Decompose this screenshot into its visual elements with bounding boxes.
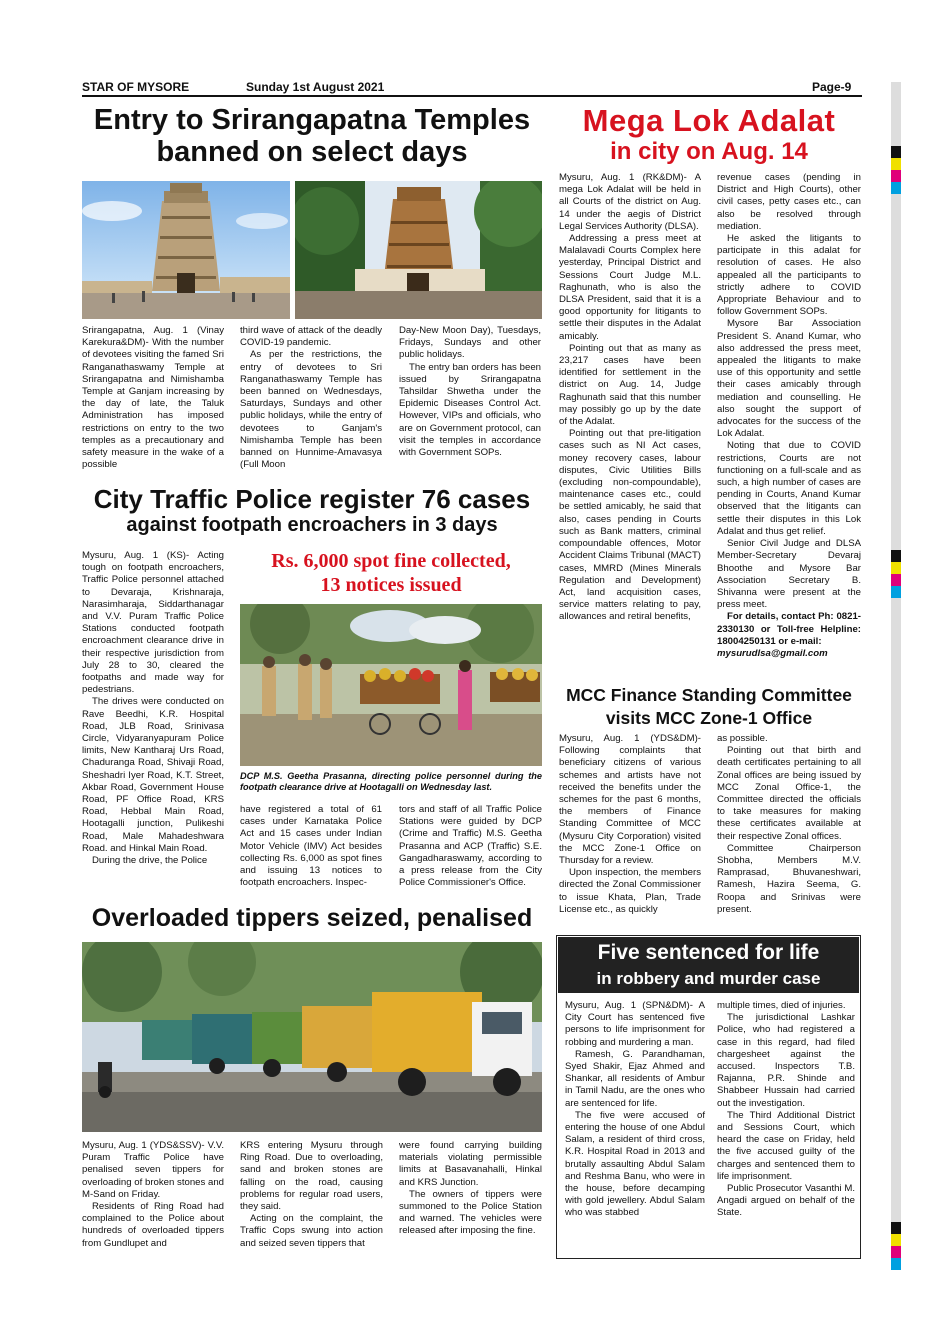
tippers-para: KRS entering Mysuru through Ring Road. Due to overloading, sand and broken stones are falling on the road, causing problems for regular road users, they said.	[240, 1140, 383, 1213]
lokadalat-para: Addressing a press meet at Malalavadi Courts Complex here yesterday, Principal District and Sessions Court Judge M.L. Raghunath, who is also the DLSA President, said that it is a good opportunity for litigants to settle their disputes in the Adalat amicably.	[559, 233, 701, 342]
tippers-para: Residents of Ring Road had complained to the Police about hundreds of overloaded tippers from Gundlupet and	[82, 1201, 224, 1249]
traffic-photo	[240, 604, 542, 766]
lokadalat-para: Noting that due to COVID restrictions, Courts are not functioning on a full-scale and as such, a high number of cases are pending in Courts, Anand Kumar observed that the litigants can settle their disputes in this Lok Adalat and thus get relief.	[717, 440, 861, 537]
mcc-headline	[556, 684, 862, 730]
paper-name: STAR OF MYSORE	[82, 80, 190, 94]
life-headline	[558, 937, 859, 993]
tippers-col1	[82, 1140, 224, 1250]
tippers-para: The owners of tippers were summoned to the Police Station and warned. The vehicles were released after imposing the fine.	[399, 1188, 542, 1237]
traffic-photo-caption: DCP M.S. Geetha Prasanna, directing police personnel during the footpath clearance drive at Hootagalli on Wednesday last.	[240, 771, 542, 792]
temples-para: As per the restrictions, the entry of devotees to Sri Ranganathaswamy Temple has been banned on Wednesdays, Saturdays, Sundays and other public holidays, while the entry of devotees to Ganjam's Nimishamba Temple has been banned on Hunnime-Amavasya (Full Moon	[240, 349, 382, 471]
tippers-para: were found carrying building materials violating permissible limits at Basavanahalli, Hinkal and KRS Junction.	[399, 1140, 542, 1188]
temples-para: The entry ban orders has been issued by Srirangapatna Tahsildar Shwetha under the Epidemic Diseases Control Act. However, VIPs and officials, who are on Government protocol, can visit the temples in accordance with Government SOPs.	[399, 361, 541, 459]
temples-para: third wave of attack of the deadly COVID-19 pandemic.	[240, 325, 382, 349]
traffic-subhead-line1: Rs. 6,000 spot fine collected,	[271, 550, 511, 572]
traffic-headline-line2: against footpath encroachers in 3 days	[126, 514, 498, 537]
lokadalat-para: Pointing out that as many as 23,217 cases have been identified for settlement in the district on Aug. 14, Judge Raghunath said that this number may possibly go up by the date of the Adalat.	[559, 342, 701, 428]
lokadalat-headline-line2: in city on Aug. 14	[610, 137, 808, 165]
temples-headline-line2: banned on select days	[156, 136, 468, 169]
registration-marks-bottom	[891, 1222, 901, 1270]
lokadalat-headline	[556, 104, 862, 166]
life-para: Ramesh, G. Parandhaman, Syed Shakir, Ejaz Ahmed and Shankar, all residents of Ambur in Tamil Nadu, are the ones who are sentenced for life.	[565, 1048, 705, 1109]
traffic-subhead-line2: 13 notices issued	[320, 574, 462, 596]
tippers-headline: Overloaded tippers seized, penalised	[91, 904, 533, 932]
tippers-photo	[82, 942, 542, 1132]
tippers-para: Mysuru, Aug. 1 (YDS&SSV)- V.V. Puram Traffic Police have penalised seven tippers for overloading of broken stones and M-Sand on Friday.	[82, 1140, 224, 1200]
temples-para: Srirangapatna, Aug. 1 (Vinay Karekura&DM)- With the number of devotees visiting the famed Sri Ranganathaswamy Temple at Srirangapatna and Nimishamba Temple at Ganjam increasing by the day of late, the Taluk Administration has imposed restrictions on entry to the two temples as a precautionary and safety measure in the wake of a possible	[82, 325, 224, 471]
life-para: The jurisdictional Lashkar Police, who had registered a case in this regard, had filed chargesheet against the accused. Inspectors T.B. Rajanna, P.R. Shinde and Shabbeer Hussain had carried out the investigation.	[717, 1012, 855, 1109]
traffic-col3	[399, 804, 542, 889]
life-col1	[565, 1000, 705, 1220]
life-para: Mysuru, Aug. 1 (SPN&DM)- A City Court has sentenced five persons to life imprisonment for robbing and murdering a man.	[565, 1000, 705, 1048]
life-para: Public Prosecutor Vasanthi M. Angadi argued on behalf of the State.	[717, 1183, 855, 1219]
life-col2	[717, 1000, 855, 1220]
temples-para: Day-New Moon Day), Tuesdays, Fridays, Sundays and other public holidays.	[399, 325, 541, 361]
traffic-col1	[82, 550, 224, 867]
mcc-para: as possible.	[717, 733, 768, 744]
life-headline-line1: Five sentenced for life	[597, 941, 820, 964]
traffic-para: During the drive, the Police	[92, 855, 208, 867]
temples-headline	[82, 104, 542, 169]
lokadalat-para: He asked the litigants to participate in this adalat for resolution of cases. He also appealed all the participants to strictly adhere to COVID Appropriate Behaviour and to follow Government SOPs.	[717, 233, 861, 318]
temples-col2	[240, 325, 382, 471]
registration-marks-middle	[891, 550, 901, 598]
mcc-para: Mysuru, Aug. 1 (YDS&DM)- Following complaints that beneficiary citizens of various schemes and artists have not received the benefits under the schemes for the past 6 months, the members of Finance Standing Committee of MCC (Mysuru City Corporation) visited the MCC Zone-1 Office on Thursday for a review.	[559, 733, 701, 867]
traffic-para: The drives were conducted on Rave Beedhi, K.R. Hospital Road, JLB Road, Srinivasa Circle, Vidyaranyapuram Police limits, New Kantharaj Urs Road, Chaduranga Road, Shivaji Road, Sheshadri Iyer Road, K.T. Street, Akbar Road, Government House Road, PF Office Road, KRS Road, Hebbal Main Road, Hootagalli junction, Pulikeshi Road, Male Mahadeshwara Road. and Hinkal Main Road.	[82, 696, 224, 854]
mcc-headline-line1: MCC Finance Standing Committee	[566, 685, 852, 705]
page-number: Page-9	[812, 80, 852, 94]
lokadalat-col2	[717, 172, 861, 660]
traffic-headline-line1: City Traffic Police register 76 cases	[93, 484, 531, 514]
print-margin-strip	[891, 82, 901, 1257]
lokadalat-contact: For details, contact Ph: 0821-2330130 or Toll-free Helpline: 18004250131 or e-mail:	[717, 611, 861, 647]
lokadalat-para: Pointing out that pre-litigation cases such as NI Act cases, money recovery cases, labour disputes, Civic Utilities Bills (excluding non-compoundable), maintenance cases etc., could be settled amicably, he said that also, cases pending in Courts such as Bank matters, criminal compoundable offences, Motor Accident Claims Tribunal (MACT) cases, MMRD (Mines Minerals Regulation and Development) Act, land acquisition cases, service matters relating to pay, allowances and retiral benefits,	[559, 428, 701, 623]
temple-photo-nimishamba	[295, 181, 542, 319]
issue-date: Sunday 1st August 2021	[246, 80, 385, 94]
life-headline-line2: in robbery and murder case	[596, 969, 821, 988]
lokadalat-para: Mysore Bar Association President S. Anand Kumar, who also addressed the press meet, appealed the litigants to make use of this opportunity and settle their cases amicably through mediation and counselling. He also sought the support of advocates for the success of the Lok Adalat.	[717, 318, 861, 440]
registration-marks-top	[891, 146, 901, 194]
lokadalat-headline-line1: Mega Lok Adalat	[582, 103, 836, 138]
temples-col1	[82, 325, 224, 471]
tippers-col2	[240, 1140, 383, 1250]
traffic-para: have registered a total of 61 cases under Karnataka Police Act and 15 cases under Indian Motor Vehicle (IMV) Act besides collecting Rs. 6,000 as spot fines and issuing 13 notices to footpath encroachers. Inspec-	[240, 804, 382, 889]
traffic-subhead	[240, 549, 542, 597]
mcc-col2	[717, 733, 861, 916]
life-para: multiple times, died of injuries.	[717, 1000, 846, 1011]
traffic-para: tors and staff of all Traffic Police Stations were guided by DCP (Crime and Traffic) M.S. Geetha Prasanna and ACP (Traffic) S.E. Gangadharaswamy, according to a press release from the City Police Commissioner's Office.	[399, 804, 542, 889]
lokadalat-para: Mysuru, Aug. 1 (RK&DM)- A mega Lok Adalat will be held in all Courts of the district on Aug. 14 under the aegis of District Legal Services Authority (DLSA).	[559, 172, 701, 232]
mcc-para: Committee Chairperson Shobha, Members M.V. Ramprasad, Bhuvaneshwari, Ramesh, Hazira Seema, G. Roopa and Srinivas were present.	[717, 842, 861, 915]
header-rule	[82, 95, 862, 97]
life-para: The Third Additional District and Sessions Court, which heard the case on Friday, held the five accused guilty of the charges and sentenced them to life imprisonment.	[717, 1109, 855, 1182]
temple-photo-ranganathaswamy	[82, 181, 290, 319]
lokadalat-para: Senior Civil Judge and DLSA Member-Secretary Devaraj Bhoothe and Mysore Bar Association Secretary B. Shivanna were present at the press meet.	[717, 538, 861, 611]
tippers-col3	[399, 1140, 542, 1238]
life-para: The five were accused of entering the house of one Abdul Salam, a resident of third cross, K.R. Hospital Road in 2013 and brutally assaulting Abdul Salam and Reshma Banu, who were in the house, before decamping with gold jewellery. Abdul Salam who was stabbed	[565, 1109, 705, 1219]
mcc-headline-line2: visits MCC Zone-1 Office	[605, 708, 813, 728]
tippers-para: Acting on the complaint, the Traffic Cops swung into action and seized seven tippers that	[240, 1213, 383, 1249]
lokadalat-col1	[559, 172, 701, 624]
traffic-headline	[82, 485, 542, 537]
mcc-para: Upon inspection, the members directed the Zonal Commissioner to issue Khata, Plan, Trade License etc., as quickly	[559, 867, 701, 915]
temples-col3	[399, 325, 541, 459]
lokadalat-email[interactable]: mysurudlsa@gmail.com	[717, 647, 828, 659]
traffic-col2	[240, 804, 382, 889]
mcc-para: Pointing out that birth and death certificates pertaining to all Zonal offices are being issued by MCC Zonal Office-1, the Committee directed the officials to take measures for making these certificates available at their respective Zonal offices.	[717, 745, 861, 842]
temples-headline-line1: Entry to Srirangapatna Temples	[93, 104, 531, 136]
lokadalat-para: revenue cases (pending in District and High Courts), other civil cases, petty cases etc., can also be resolved through mediation.	[717, 172, 861, 232]
mcc-col1	[559, 733, 701, 916]
traffic-para: Mysuru, Aug. 1 (KS)- Acting tough on footpath encroachers, Traffic Police personnel attached to Devaraja, Krishnaraja, Narasimharaja, Siddarthanagar and V.V. Puram Traffic Police Stations conducted footpath encroachment clearance drive in their respective jurisdiction from July 28 to 30, cleared the footpaths and made way for pedestrians.	[82, 550, 224, 696]
